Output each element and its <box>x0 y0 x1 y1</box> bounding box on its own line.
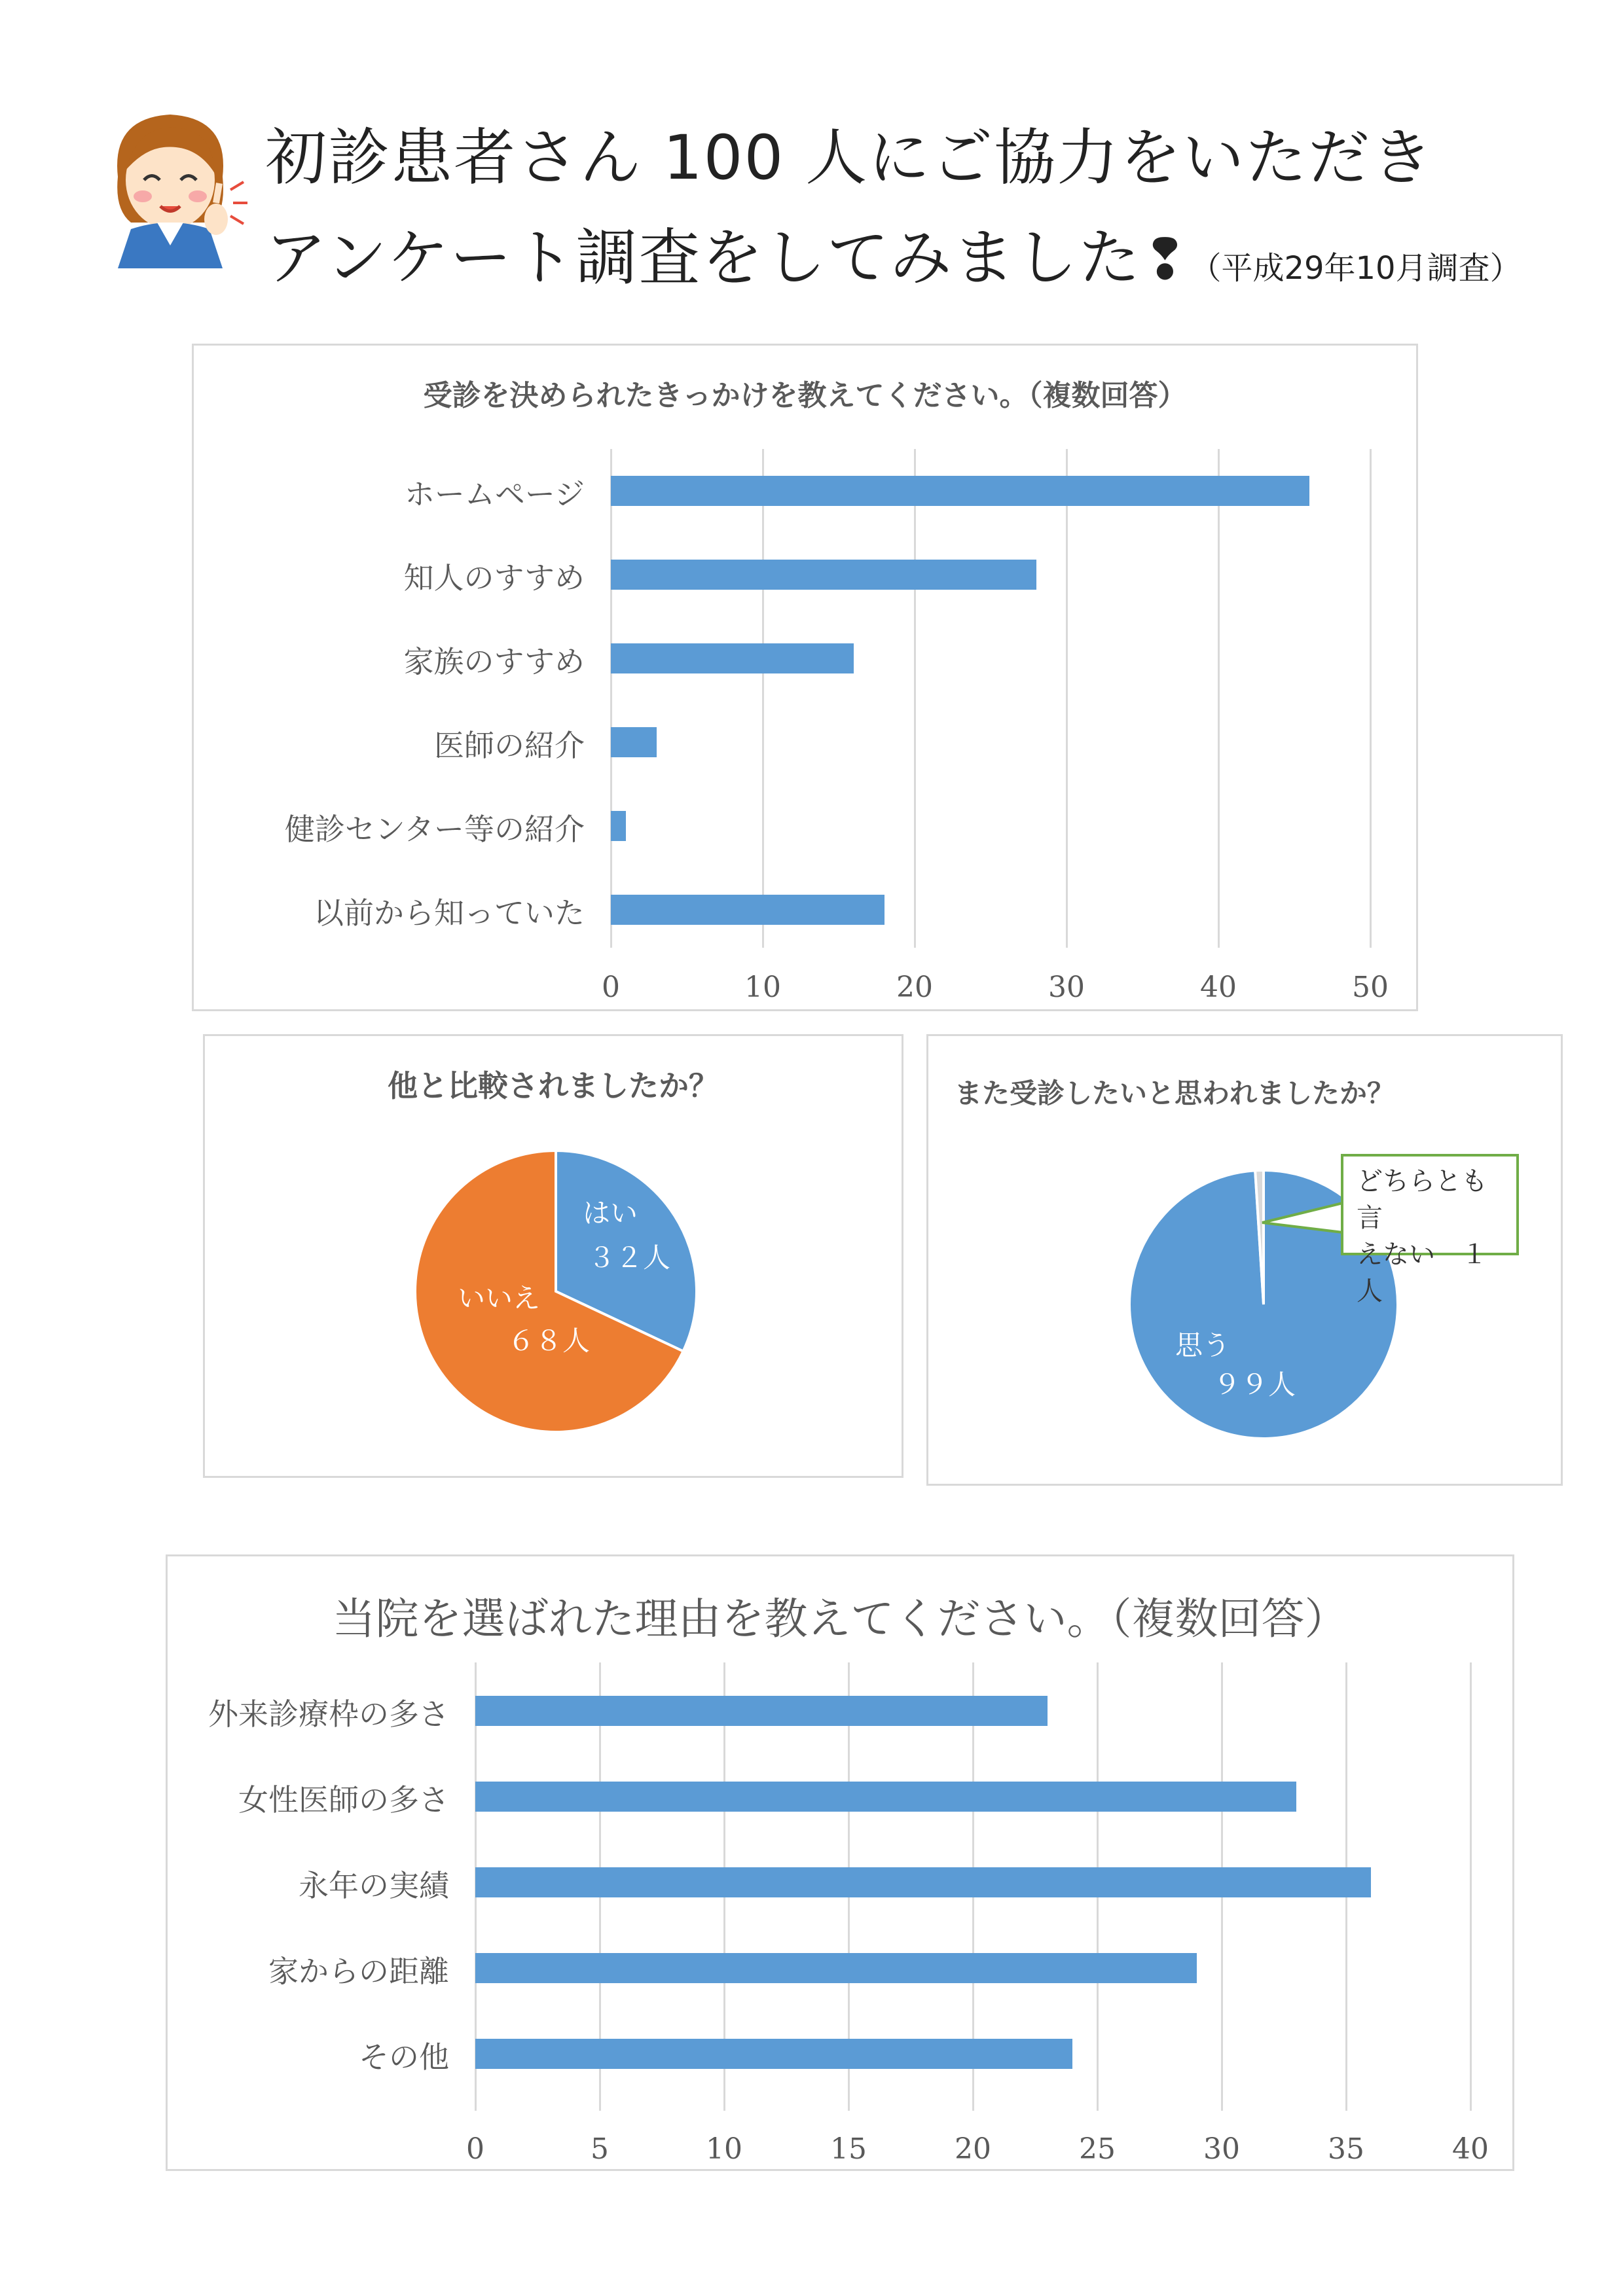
chart-trigger-title: 受診を決められたきっかけを教えてください。（複数回答） <box>423 379 1187 412</box>
pie-value-think: ９９人 <box>1213 1369 1296 1401</box>
x-tick-label: 10 <box>744 971 781 1004</box>
x-tick-label: 0 <box>466 2132 484 2166</box>
bar <box>611 727 657 757</box>
x-tick-label: 20 <box>955 2132 991 2166</box>
category-label: 以前から知っていた <box>314 895 585 931</box>
gridline-40 <box>1218 449 1220 948</box>
page-title-line2 <box>265 208 1522 296</box>
category-label: 家族のすすめ <box>403 643 585 679</box>
bar <box>475 1867 1371 1897</box>
bar <box>475 2039 1072 2069</box>
category-label: その他 <box>359 2039 449 2075</box>
nurse-mascot-icon <box>92 98 249 268</box>
chart-compare-title: 他と比較されましたか？ <box>388 1068 719 1103</box>
x-tick-label: 20 <box>896 971 933 1004</box>
gridline-30 <box>1066 449 1068 948</box>
pie-value-no: ６８人 <box>507 1325 591 1357</box>
category-label: 女性医師の多さ <box>238 1782 449 1818</box>
callout-line2: えない １人 <box>1357 1240 1487 1306</box>
gridline-20 <box>914 449 916 948</box>
x-tick-label: 30 <box>1203 2132 1240 2166</box>
bar <box>611 811 626 841</box>
x-tick-label: 50 <box>1352 971 1389 1004</box>
pie-label-think: 思う <box>1175 1329 1231 1361</box>
bar <box>611 895 884 925</box>
callout-line1: どちらとも言 <box>1357 1166 1487 1233</box>
pie-value-yes: ３２人 <box>588 1242 671 1274</box>
callout-undecided <box>1341 1154 1519 1306</box>
bar <box>611 643 854 673</box>
x-tick-label: 40 <box>1452 2132 1489 2166</box>
chart-reason-title: 当院を選ばれた理由を教えてください。（複数回答） <box>332 1594 1348 1644</box>
bar <box>475 1782 1296 1812</box>
page-title-line1: 初診患者さん 100 人にご協力をいただき <box>265 122 1434 194</box>
page-title-text: アンケート調査をしてみました <box>265 223 1142 294</box>
x-tick-label: 0 <box>602 971 620 1004</box>
category-label: 永年の実績 <box>299 1867 449 1903</box>
x-tick-label: 30 <box>1048 971 1085 1004</box>
pie-label-no: いいえ <box>458 1282 541 1314</box>
exclamation-icon: ❢ <box>1141 227 1190 293</box>
chart-compare <box>203 1034 903 1478</box>
gridline-0 <box>610 449 612 948</box>
chart-reason <box>166 1554 1514 2171</box>
category-label: ホームページ <box>404 476 585 512</box>
gridline-50 <box>1370 449 1372 948</box>
bar <box>611 560 1036 590</box>
gridline-10 <box>762 449 764 948</box>
x-tick-label: 40 <box>1200 971 1237 1004</box>
category-label: 知人のすすめ <box>403 560 585 596</box>
chart-trigger <box>192 344 1418 1011</box>
bar <box>611 476 1309 506</box>
x-tick-label: 25 <box>1079 2132 1116 2166</box>
bar <box>475 1696 1048 1726</box>
bar <box>475 1953 1197 1983</box>
x-tick-label: 10 <box>706 2132 742 2166</box>
chart-revisit-title: また受診したいと思われましたか？ <box>955 1077 1395 1109</box>
survey-date-note: （平成29年10月調査） <box>1190 250 1522 287</box>
chart-compare-pie <box>205 1036 902 1476</box>
pie-label-yes: はい <box>583 1197 638 1229</box>
category-label: 外来診療枠の多さ <box>208 1696 449 1732</box>
x-tick-label: 5 <box>591 2132 609 2166</box>
x-tick-label: 15 <box>830 2132 867 2166</box>
x-tick-label: 35 <box>1328 2132 1364 2166</box>
category-label: 医師の紹介 <box>434 727 585 763</box>
chart-revisit <box>926 1034 1563 1486</box>
category-label: 家からの距離 <box>268 1953 449 1989</box>
category-label: 健診センター等の紹介 <box>284 811 585 847</box>
gridline-40 <box>1470 1662 1472 2111</box>
